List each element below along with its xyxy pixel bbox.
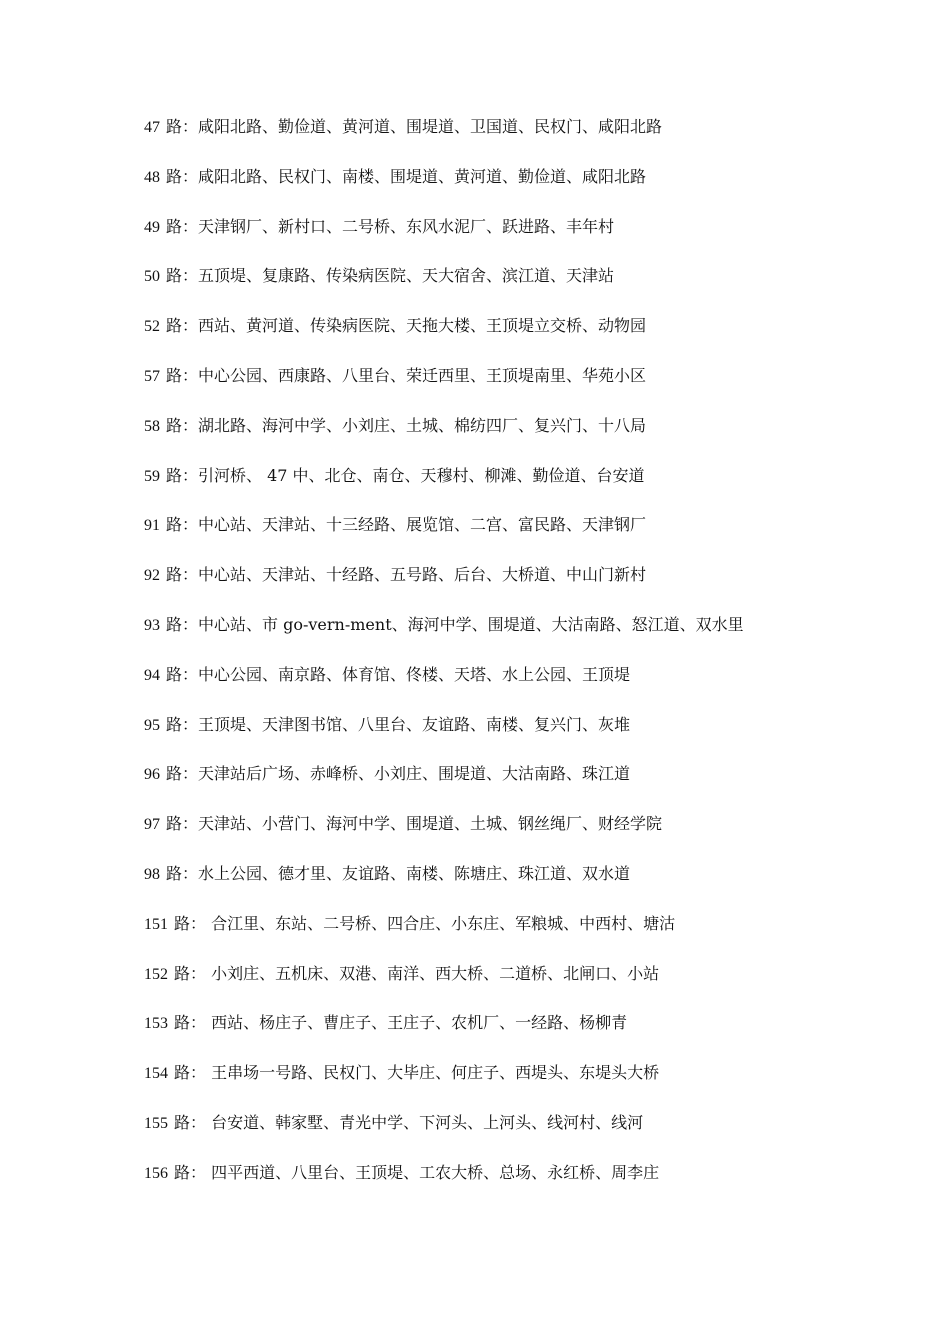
- route-label: 路：: [166, 117, 199, 136]
- route-number: 47: [144, 119, 160, 136]
- route-stops: 引河桥、 47 中、北仓、南仓、天穆村、柳滩、勤俭道、台安道: [198, 465, 645, 485]
- route-stops: 王串场一号路、民权门、大毕庄、何庄子、西堤头、东堤头大桥: [206, 1063, 660, 1083]
- route-number: 154: [144, 1065, 168, 1083]
- route-label: 路：: [166, 614, 199, 634]
- route-label: 路：: [166, 714, 199, 734]
- route-stops: 中心站、天津站、十三经路、展览馆、二宫、富民路、天津钢厂: [198, 515, 647, 535]
- route-number: 156: [144, 1164, 168, 1182]
- route-label: 路：: [174, 913, 207, 933]
- route-stops: 合江里、东站、二号桥、四合庄、小东庄、军粮城、中西村、塘沽: [206, 913, 676, 933]
- route-line: [144, 861, 924, 911]
- route-number: 49: [144, 218, 160, 236]
- route-stops: 咸阳北路、民权门、南楼、围堤道、黄河道、勤俭道、咸阳北路: [198, 166, 647, 186]
- route-number: 97: [144, 816, 160, 834]
- route-number: 57: [144, 367, 160, 385]
- route-stops: 小刘庄、五机床、双港、南洋、西大桥、二道桥、北闸口、小站: [206, 963, 660, 983]
- route-line: [144, 612, 924, 662]
- route-label: 路：: [174, 1162, 207, 1182]
- route-number: 58: [144, 417, 160, 435]
- route-line: [144, 313, 924, 363]
- route-label: 路：: [166, 863, 199, 883]
- route-line: [144, 413, 924, 463]
- route-label: 路：: [166, 415, 199, 435]
- route-label: 路：: [166, 814, 199, 834]
- route-label: 路：: [166, 166, 199, 186]
- route-stops: 咸阳北路、勤俭道、黄河道、围堤道、卫国道、民权门、咸阳北路: [198, 117, 663, 136]
- route-label: 路：: [166, 465, 199, 485]
- route-number: 92: [144, 567, 160, 585]
- route-number: 94: [144, 666, 160, 684]
- route-label: 路：: [166, 216, 199, 236]
- route-number: 52: [144, 318, 160, 336]
- route-stops: 中心公园、南京路、体育馆、佟楼、天塔、水上公园、王顶堤: [198, 664, 631, 684]
- route-stops: 五顶堤、复康路、传染病医院、天大宿舍、滨江道、天津站: [198, 266, 615, 286]
- route-line: [144, 712, 924, 762]
- route-number: 93: [144, 616, 160, 634]
- route-number: 59: [144, 467, 160, 485]
- route-number: 98: [144, 865, 160, 883]
- route-label: 路：: [166, 764, 199, 784]
- route-line: [144, 811, 924, 861]
- route-label: 路：: [166, 266, 199, 286]
- route-number: 152: [144, 965, 168, 983]
- route-stops: 天津站、小营门、海河中学、围堤道、土城、钢丝绳厂、财经学院: [198, 814, 663, 834]
- route-stops: 水上公园、德才里、友谊路、南楼、陈塘庄、珠江道、双水道: [198, 863, 631, 883]
- route-number: 48: [144, 168, 160, 186]
- route-line: [144, 1010, 924, 1060]
- route-line: [144, 761, 924, 811]
- route-stops: 西站、杨庄子、曹庄子、王庄子、农机厂、一经路、杨柳青: [206, 1013, 628, 1033]
- route-number: 50: [144, 268, 160, 286]
- route-label: 路：: [166, 515, 199, 535]
- route-stops: 中心站、市 go-vern-ment、海河中学、围堤道、大沽南路、怒江道、双水里: [198, 614, 744, 634]
- route-line: [144, 1110, 924, 1160]
- route-line: [144, 164, 924, 214]
- route-number: 155: [144, 1114, 168, 1132]
- bus-route-list: [144, 114, 924, 1210]
- route-stops: 天津钢厂、新村口、二号桥、东风水泥厂、跃进路、丰年村: [198, 216, 615, 236]
- route-stops: 王顶堤、天津图书馆、八里台、友谊路、南楼、复兴门、灰堆: [198, 714, 631, 734]
- route-stops: 西站、黄河道、传染病医院、天拖大楼、王顶堤立交桥、动物园: [198, 316, 647, 336]
- route-number: 151: [144, 915, 168, 933]
- route-number: 153: [144, 1015, 168, 1033]
- route-stops: 四平西道、八里台、王顶堤、工农大桥、总场、永红桥、周李庄: [206, 1162, 660, 1182]
- route-label: 路：: [174, 1013, 207, 1033]
- route-label: 路：: [166, 565, 199, 585]
- route-line: [144, 911, 924, 961]
- route-line: [144, 1060, 924, 1110]
- route-label: 路：: [166, 316, 199, 336]
- route-line: [144, 1160, 924, 1210]
- route-number: 96: [144, 766, 160, 784]
- route-line: [144, 214, 924, 264]
- route-label: 路：: [174, 963, 207, 983]
- route-stops: 湖北路、海河中学、小刘庄、土城、棉纺四厂、复兴门、十八局: [198, 415, 647, 435]
- route-stops: 台安道、韩家墅、青光中学、下河头、上河头、线河村、线河: [206, 1112, 644, 1132]
- route-stops: 中心站、天津站、十经路、五号路、后台、大桥道、中山门新村: [198, 565, 647, 585]
- route-line: [144, 363, 924, 413]
- route-line: [144, 463, 924, 513]
- route-stops: 天津站后广场、赤峰桥、小刘庄、围堤道、大沽南路、珠江道: [198, 764, 631, 784]
- route-line: [144, 662, 924, 712]
- route-label: 路：: [166, 664, 199, 684]
- route-line: [144, 114, 924, 164]
- route-number: 95: [144, 716, 160, 734]
- route-number: 91: [144, 517, 160, 535]
- route-line: [144, 961, 924, 1011]
- route-line: [144, 562, 924, 612]
- route-stops: 中心公园、西康路、八里台、荣迁西里、王顶堤南里、华苑小区: [198, 365, 647, 385]
- route-line: [144, 512, 924, 562]
- route-label: 路：: [166, 365, 199, 385]
- route-label: 路：: [174, 1112, 207, 1132]
- route-line: [144, 263, 924, 313]
- route-label: 路：: [174, 1063, 207, 1083]
